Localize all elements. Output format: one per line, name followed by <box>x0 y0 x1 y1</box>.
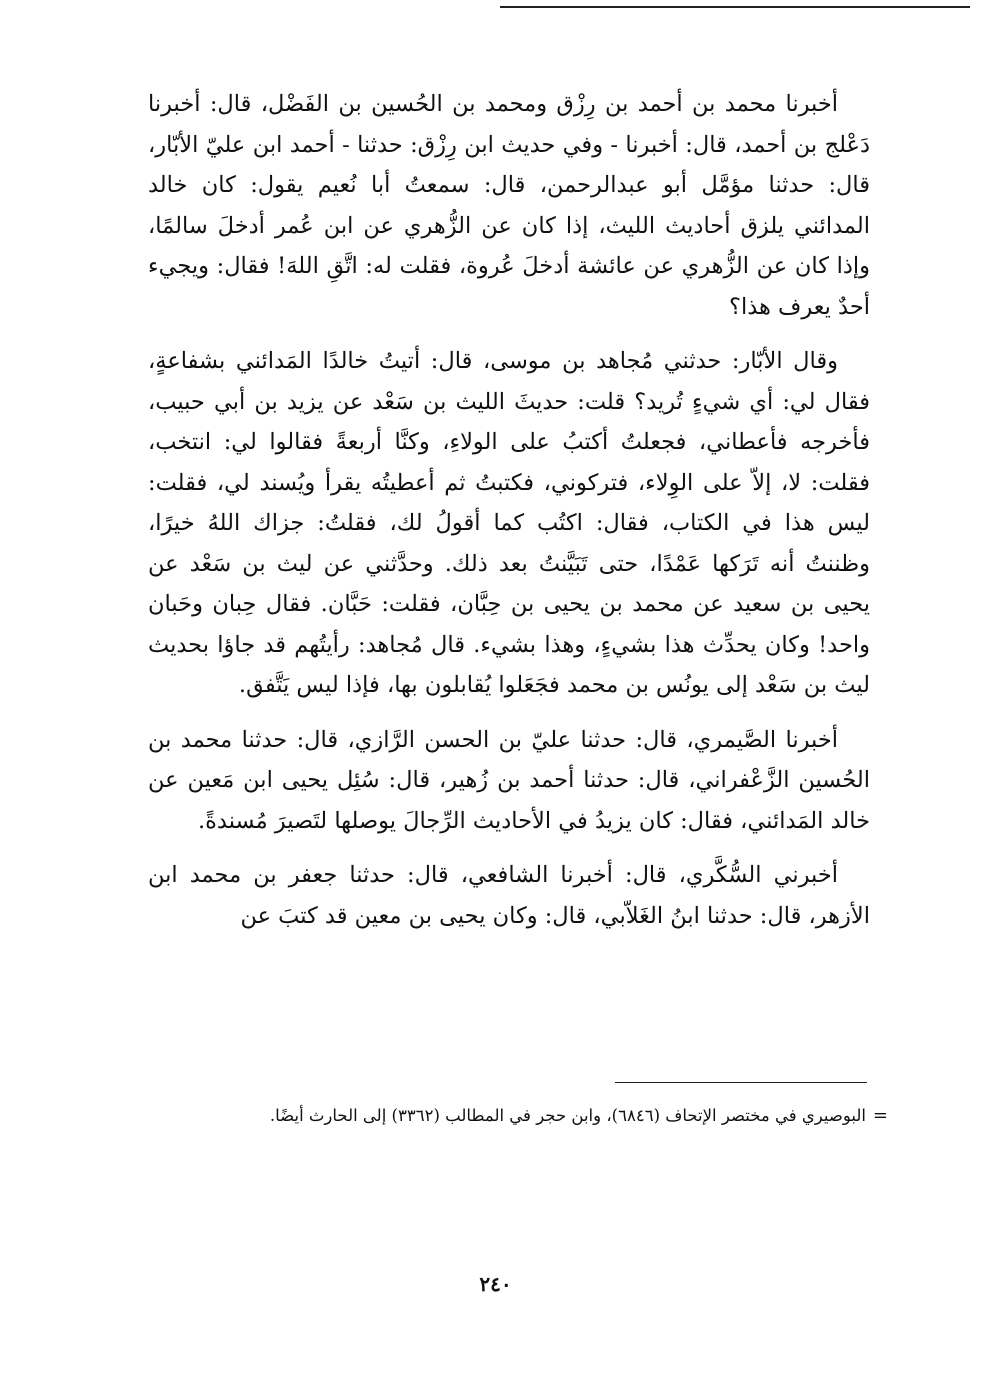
page-number: ٢٤٠ <box>479 1272 512 1296</box>
footnote <box>150 1102 888 1129</box>
footnote-rule <box>615 1082 867 1083</box>
header-rule <box>500 6 970 8</box>
paragraph-4: أخبرني السُّكَّري، قال: أخبرنا الشافعي، قال: حدثنا جعفر بن محمد ابن الأزهر، قال: حدثنا ابنُ الغَلاّبي، قال: وكان يحيى بن معين قد كتبَ عن <box>148 862 870 929</box>
footnote-marker: = <box>872 1105 888 1126</box>
paragraph-2: وقال الأبّار: حدثني مُجاهد بن موسى، قال: أتيتُ خالدًا المَدائني بشفاعةٍ، فقال لي: أي شيءٍ تُريد؟ قلت: حديثَ الليث بن سَعْد عن يزيد بن أبي حبيب، فأخرجه فأعطاني، فجعلتُ أكتبُ على الولاءِ، وكنَّا أربعةً فقالوا لي: انتخب، فقلت: لا، إلاّ على الوِلاء، فتركوني، فكتبتُ ثم أعطيتُه يقرأ ويُسند لي، فقلت: ليس هذا في الكتاب، فقال: اكتُب كما أقولُ لك، فقلتُ: جزاك اللهُ خيرًا، وظننتُ أنه تَرَكها عَمْدًا، حتى تَبَيَّنتُ بعد ذلك. وحدَّثني عن ليث بن سَعْد عن يحيى بن سعيد عن محمد بن يحيى بن حِبَّان، فقلت: حَبَّان. فقال حِبان وحَبان واحد! وكان يحدِّث هذا بشيءٍ، وهذا بشيء. قال مُجاهد: رأيتُهم قد جاؤا بحديث ليث بن سَعْد إلى يونُس بن محمد فجَعَلوا يُقابلون بها، فإذا ليس يَتَّفق. <box>148 348 870 698</box>
footnote-text: البوصيري في مختصر الإتحاف (٦٨٤٦)، وابن حجر في المطالب (٣٣٦٢) إلى الحارث أيضًا. <box>269 1106 866 1125</box>
paragraph-3: أخبرنا الصَّيمري، قال: حدثنا عليّ بن الحسن الرَّازي، قال: حدثنا محمد بن الحُسين الزَّعْفراني، قال: حدثنا أحمد بن زُهير، قال: سُئِل يحيى ابن مَعين عن خالد المَدائني، فقال: كان يزيدُ في الأحاديث الرِّجالَ يوصلها لتَصيرَ مُسندةً. <box>148 726 870 834</box>
body-text <box>148 84 870 950</box>
paragraph-1: أخبرنا محمد بن أحمد بن رِزْق ومحمد بن الحُسين بن الفَضْل، قال: أخبرنا دَعْلج بن أحمد، قال: أخبرنا - وفي حديث ابن رِزْق: حدثنا - أحمد ابن عليّ الأبّار، قال: حدثنا مؤمَّل أبو عبدالرحمن، قال: سمعتُ أبا نُعيم يقول: كان خالد المدائني يلزق أحاديث الليث، إذا كان عن الزُّهري عن ابن عُمر أدخلَ سالمًا، وإذا كان عن الزُّهري عن عائشة أدخلَ عُروة، فقلت له: اتَّقِ اللهَ! فقال: ويجيء أحدٌ يعرف هذا؟ <box>148 91 870 320</box>
